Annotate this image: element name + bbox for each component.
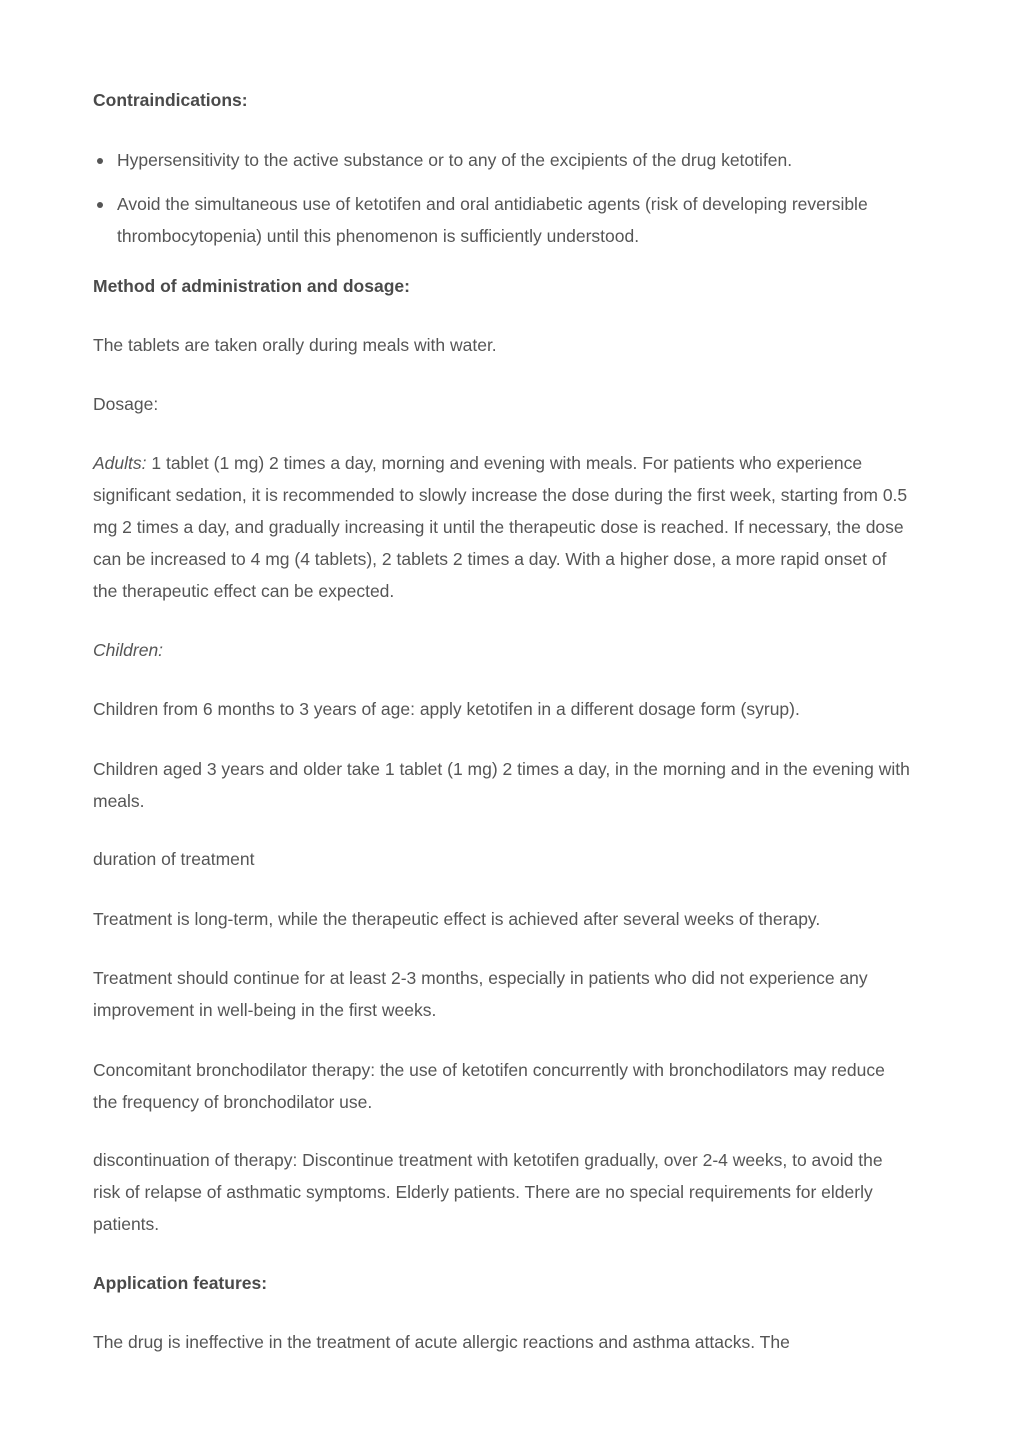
- list-item: [93, 188, 913, 252]
- list-item-text: Avoid the simultaneous use of ketotifen and oral antidiabetic agents (risk of developing reversible thrombocytopenia) until this phenomenon is sufficiently understood.: [117, 194, 868, 246]
- children-young-paragraph: Children from 6 months to 3 years of age: apply ketotifen in a different dosage form (syrup).: [93, 699, 800, 719]
- adults-label: Adults:: [93, 453, 147, 473]
- list-item-text: Hypersensitivity to the active substance or to any of the excipients of the drug ketotifen.: [117, 150, 793, 170]
- duration-label: duration of treatment: [93, 849, 255, 869]
- bullet-icon: [97, 202, 103, 208]
- discontinuation-paragraph: discontinuation of therapy: Discontinue treatment with ketotifen gradually, over 2-4 weeks, to avoid the risk of relapse of asthmatic symptoms. Elderly patients. There are no special requirements for elderly patients.: [93, 1150, 883, 1234]
- list-item: [93, 144, 913, 176]
- application-paragraph: The drug is ineffective in the treatment of acute allergic reactions and asthma attacks. The: [93, 1332, 790, 1352]
- children-label: Children:: [93, 640, 164, 660]
- contraindications-list: [93, 144, 913, 252]
- concomitant-paragraph: Concomitant bronchodilator therapy: the use of ketotifen concurrently with bronchodilators may reduce the frequency of bronchodilator use.: [93, 1060, 885, 1112]
- children-older-paragraph: Children aged 3 years and older take 1 tablet (1 mg) 2 times a day, in the morning and in the evening with meals.: [93, 759, 910, 811]
- administration-heading: Method of administration and dosage:: [93, 276, 410, 296]
- administration-intro: The tablets are taken orally during meals with water.: [93, 335, 497, 355]
- adults-paragraph: [93, 447, 913, 607]
- duration-paragraph-1: Treatment is long-term, while the therapeutic effect is achieved after several weeks of therapy.: [93, 909, 821, 929]
- application-heading: Application features:: [93, 1273, 268, 1293]
- contraindications-heading: Contraindications:: [93, 90, 248, 110]
- bullet-icon: [97, 158, 103, 164]
- dosage-label: Dosage:: [93, 394, 159, 414]
- adults-text: 1 tablet (1 mg) 2 times a day, morning and evening with meals. For patients who experience significant sedation, it is recommended to slowly increase the dose during the first week, starting from 0.5 mg 2 times a day, and gradually increasing it until the therapeutic dose is reached. If necessary, the dose can be increased to 4 mg (4 tablets), 2 tablets 2 times a day. With a higher dose, a more rapid onset of the therapeutic effect can be expected.: [93, 453, 908, 601]
- duration-paragraph-2: Treatment should continue for at least 2-3 months, especially in patients who did not experience any improvement in well-being in the first weeks.: [93, 968, 868, 1020]
